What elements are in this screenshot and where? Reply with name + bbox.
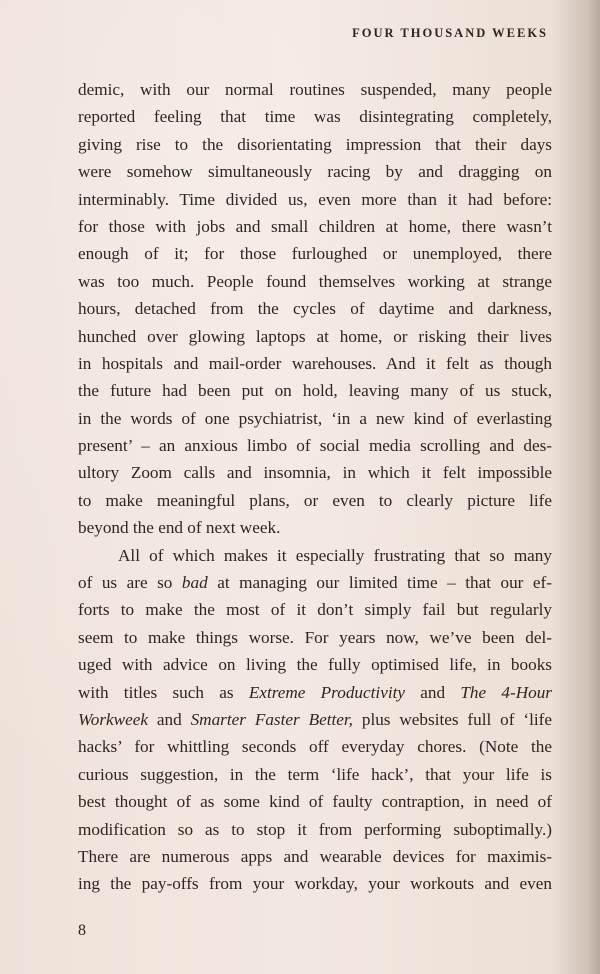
text-line	[78, 679, 552, 706]
text-run: with titles such as	[78, 682, 249, 702]
running-head: FOUR THOUSAND WEEKS	[352, 26, 548, 40]
text-run: plus websites full of ‘life	[352, 709, 552, 729]
text-line: in hospitals and mail-order warehouses. And it felt as though	[78, 353, 552, 373]
text-line: hacks’ for whittling seconds off everyday chores. (Note the	[78, 737, 552, 757]
text-line	[78, 706, 552, 733]
text-line: hunched over glowing laptops at home, or risking their lives	[78, 326, 552, 346]
text-line: best thought of as some kind of faulty contraption, in need of	[78, 792, 552, 812]
text-line: modification so as to stop it from performing suboptimally.)	[78, 819, 552, 839]
text-run: and	[405, 682, 461, 702]
book-title: The 4-Hour	[460, 682, 552, 702]
text-line: interminably. Time divided us, even more than it had before:	[78, 189, 552, 209]
text-line: seem to make things worse. For years now, we’ve been del-	[78, 627, 552, 647]
text-line: uged with advice on living the fully optimised life, in books	[78, 655, 552, 675]
text-line: in the words of one psychiatrist, ‘in a new kind of everlasting	[78, 408, 552, 428]
text-line: ing the pay-offs from your workday, your workouts and even	[78, 874, 552, 894]
text-line: were somehow simultaneously racing by and dragging on	[78, 162, 552, 182]
text-line	[78, 569, 552, 596]
text-line: ultory Zoom calls and insomnia, in which it felt impossible	[78, 463, 552, 483]
text-line: was too much. People found themselves working at strange	[78, 271, 552, 291]
text-line: curious suggestion, in the term ‘life hack’, that your life is	[78, 764, 552, 784]
text-line: to make meaningful plans, or even to clearly picture life	[78, 490, 552, 510]
text-line: demic, with our normal routines suspended, many people	[78, 80, 552, 99]
text-line: present’ – an anxious limbo of social media scrolling and des-	[78, 436, 552, 456]
book-title: Smarter Faster Better,	[190, 709, 353, 729]
text-line: forts to make the most of it don’t simply fail but regularly	[78, 600, 552, 620]
text-line: enough of it; for those furloughed or unemployed, there	[78, 244, 552, 264]
text-run: of us are so	[78, 573, 182, 593]
emphasis-text: bad	[181, 573, 208, 593]
paragraph-2	[78, 542, 552, 898]
book-title: Workweek	[78, 709, 148, 729]
text-line: hours, detached from the cycles of daytime and darkness,	[78, 299, 552, 319]
text-line: giving rise to the disorientating impression that their days	[78, 134, 552, 154]
text-line: the future had been put on hold, leaving many of us stuck,	[78, 381, 552, 401]
text-run: at managing our limited time – that our ef-	[207, 573, 552, 593]
text-line: beyond the end of next week.	[78, 518, 281, 538]
text-line: All of which makes it especially frustrating that so many	[118, 545, 552, 565]
text-line: There are numerous apps and wearable devices for maximis-	[78, 846, 552, 866]
paragraph-1	[78, 76, 552, 542]
text-run: and	[148, 709, 191, 729]
text-line: for those with jobs and small children at home, there wasn’t	[78, 216, 552, 236]
page-number: 8	[78, 922, 86, 939]
body-text	[78, 76, 552, 898]
text-line: reported feeling that time was disintegrating completely,	[78, 107, 552, 127]
book-title: Extreme Productivity	[248, 682, 406, 702]
